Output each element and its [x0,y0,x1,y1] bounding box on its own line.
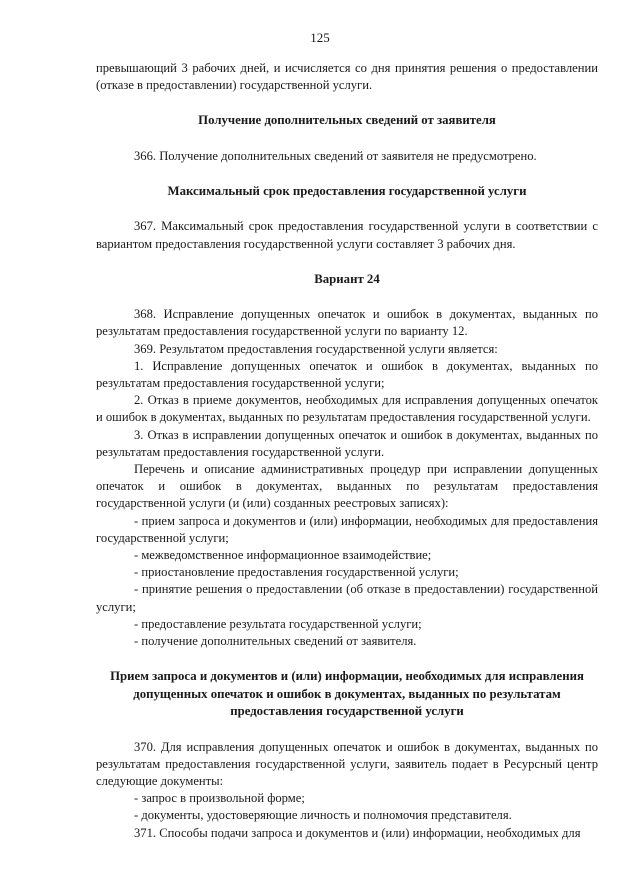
result-item-1: 1. Исправление допущенных опечаток и ошибок в документах, выданных по результатам предоставления государственной услуги; [96,358,598,391]
heading-additional-info: Получение дополнительных сведений от заявителя [198,113,496,128]
heading-variant: Вариант 24 [314,271,380,286]
procedure-item-1: - прием запроса и документов и (или) информации, необходимых для предоставления государственной услуги; [96,513,598,545]
procedure-item-4: - принятие решения о предоставлении (об отказе в предоставлении) государственной услуги; [96,582,598,614]
procedure-item-5: - предоставление результата государственной услуги; [134,616,422,631]
heading-reception: Прием запроса и документов и (или) информации, необходимых для исправления допущенных опечаток и ошибок в документах, выданных по результатам предоставления государственной услуги [110,669,584,719]
document-item-1: - запрос в произвольной форме; [134,791,305,806]
paragraph-371: 371. Способы подачи запроса и документов и (или) информации, необходимых для [134,825,581,840]
procedure-item-6: - получение дополнительных сведений от заявителя. [134,634,417,649]
paragraph-369: 369. Результатом предоставления государственной услуги является: [134,341,498,356]
paragraph-366: 366. Получение дополнительных сведений от заявителя не предусмотрено. [134,148,537,163]
result-item-3: 3. Отказ в исправлении допущенных опечаток и ошибок в документах, выданных по результатам предоставления государственной услуги. [96,427,598,459]
heading-max-term: Максимальный срок предоставления государственной услуги [167,184,527,199]
procedures-intro: Перечень и описание административных процедур при исправлении допущенных опечаток и ошибок в документах, выданных по результатам предоставления государственной услуги (и (или) созданных реестровых записях): [96,462,598,511]
page-number: 125 [310,30,330,45]
intro-paragraph: превышающий 3 рабочих дней, и исчисляется со дня принятия решения о предоставлении (отказе в предоставлении) государственной услуги. [96,61,598,93]
procedure-item-2: - межведомственное информационное взаимодействие; [134,548,432,563]
page-content [96,60,598,842]
document-item-2: - документы, удостоверяющие личность и полномочия представителя. [134,808,512,823]
paragraph-368: 368. Исправление допущенных опечаток и ошибок в документах, выданных по результатам предоставления государственной услуги по варианту 12. [96,307,598,339]
result-item-2: 2. Отказ в приеме документов, необходимых для исправления допущенных опечаток и ошибок в документах, выданных по результатам предоставления государственной услуги. [96,393,598,425]
paragraph-370: 370. Для исправления допущенных опечаток и ошибок в документах, выданных по результатам предоставления государственной услуги, заявитель подает в Ресурсный центр следующие документы: [96,739,598,788]
procedure-item-3: - приостановление предоставления государственной услуги; [134,565,459,580]
paragraph-367: 367. Максимальный срок предоставления государственной услуги в соответствии с вариантом предоставления государственной услуги составляет 3 рабочих дня. [96,219,598,251]
